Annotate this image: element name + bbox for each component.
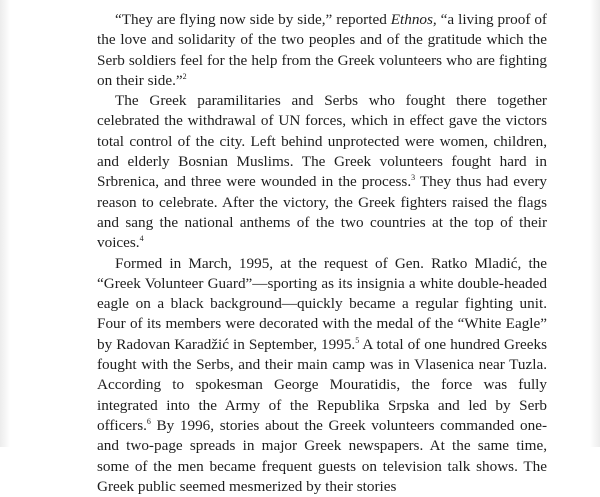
body-text [97,10,547,497]
page-shadow-right [590,0,600,447]
segment: A total of one hundred Greeks fought with the Serbs, and their main camp was in Vlasenica near Tuzla. According to spokesman George Mouratidis, the force was fully integrated into the Army of the Republika Srpska and led by Serb officers. [97,335,547,434]
segment: The Greek paramilitaries and Serbs who fought there together celebrated the withdrawal of UN forces, which in effect gave the victors total control of the city. Left behind unprotected were women, children, and elderly Bosnian Muslims. The Greek volunteers fought hard in Srbrenica, and three were wounded in the process. [97,92,547,191]
segment: They thus had every reason to celebrate. After the victory, the Greek fighters raised the flags and sang the national anthems of the two countries at the top of their voices. [97,173,548,252]
footnote-marker[interactable]: 5 [355,335,360,345]
segment: Formed in March, 1995, at the request of Gen. Ratko Mladić, the “Greek Volunteer Guard”—sporting as its insignia a white double-headed eagle on a black background—quickly became a regular fighting unit. Four of its members were decorated with the medal of the “White Eagle” by Radovan Karadžić in September, 1995. [97,254,547,353]
footnote-marker[interactable]: 6 [146,416,151,426]
segment: “They are flying now side by side,” reported [115,11,391,28]
footnote-marker[interactable]: 3 [411,173,416,183]
page-shadow-left [0,0,10,447]
paragraph-1 [97,10,547,91]
footnote-marker[interactable]: 2 [182,71,187,81]
segment: By 1996, stories about the Greek volunteers commanded one- and two-page spreads in major Greek newspapers. At the same time, some of the men became frequent guests on television talk shows. The Greek public seemed mesmerized by their stories [97,416,547,495]
paragraph-2 [97,91,547,253]
footnote-marker[interactable]: 4 [139,234,144,244]
segment: “a living proof of the love and solidarity of the two peoples and of the gratitude which the Serb soldiers feel for the help from the Greek volunteers who are fighting on their side.” [97,11,547,89]
segment-italic: Ethnos, [390,11,437,28]
paragraph-3 [97,254,547,497]
